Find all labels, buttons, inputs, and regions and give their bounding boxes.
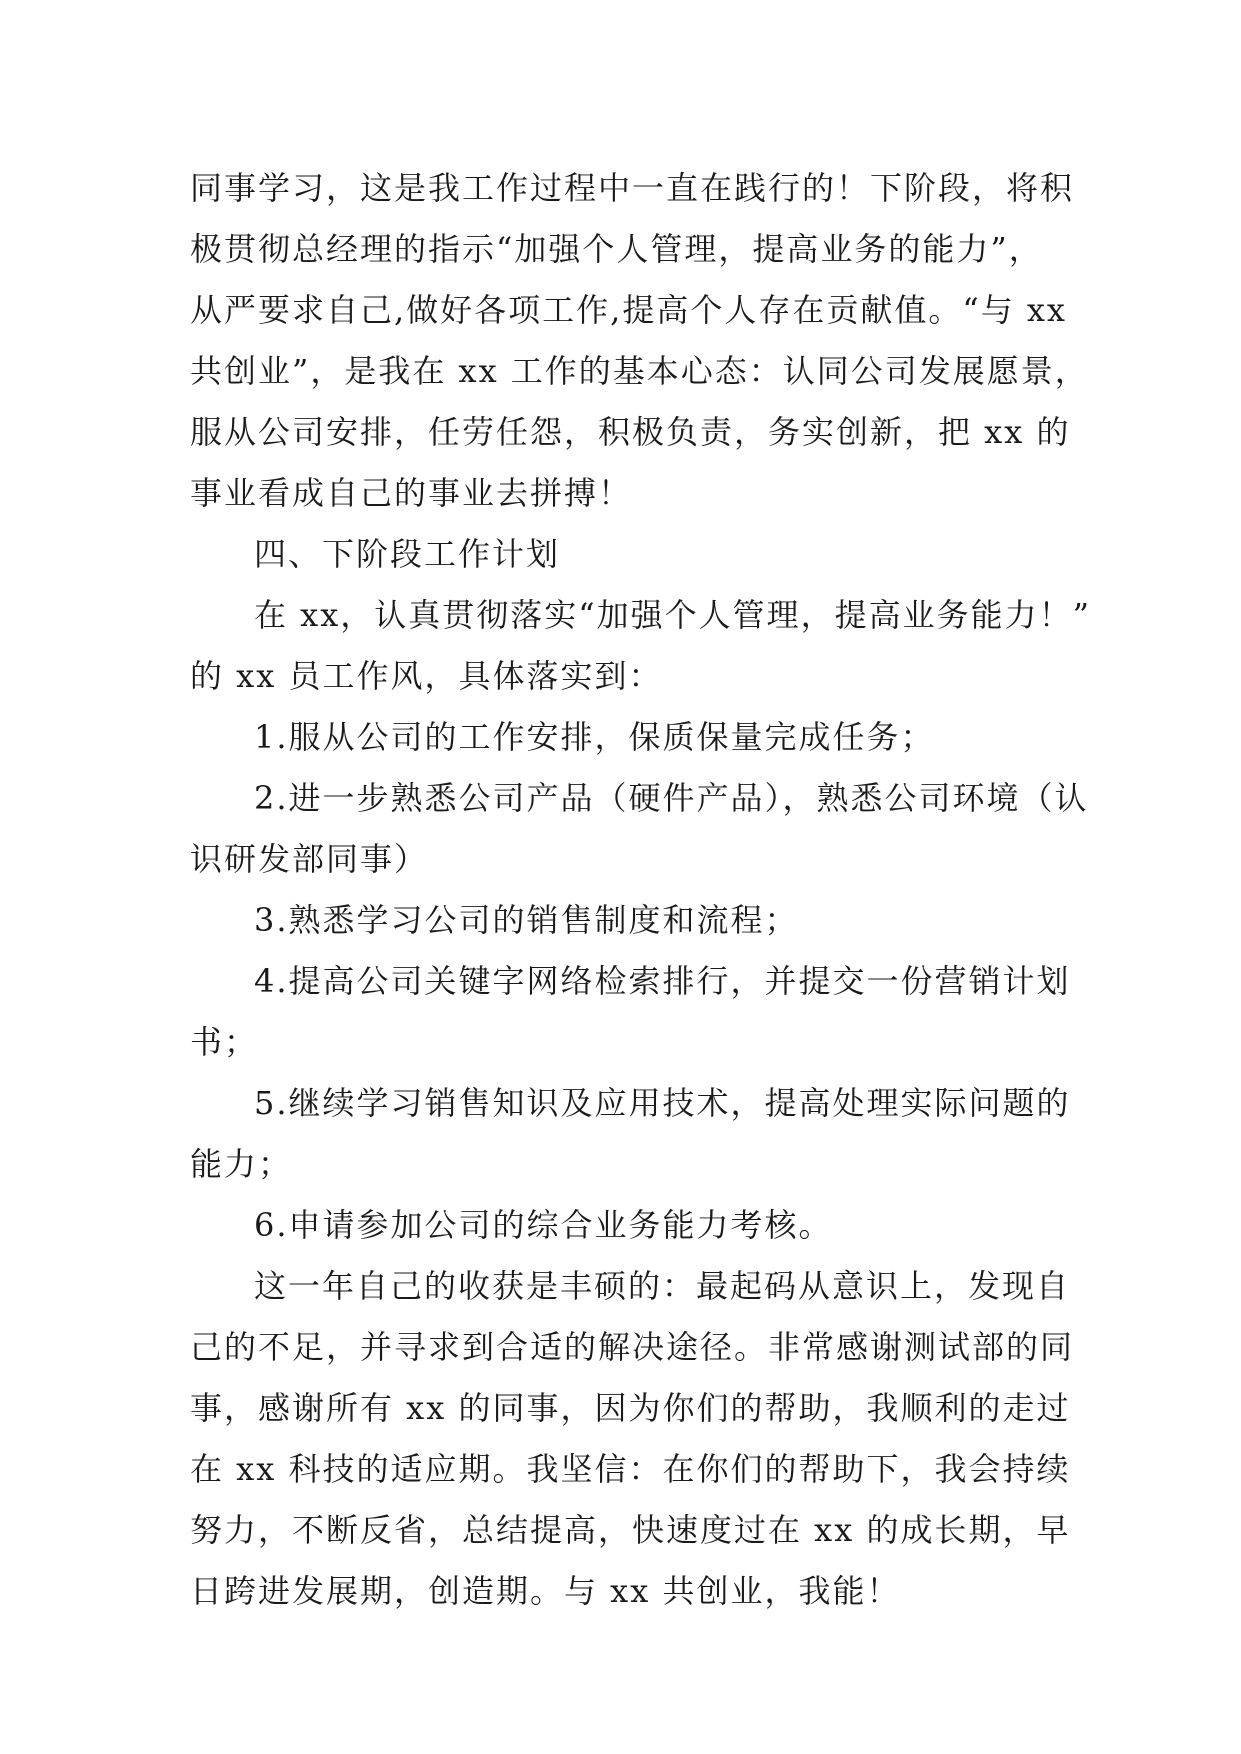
text-line: 能力；: [190, 1145, 293, 1183]
paragraph: [190, 158, 1089, 524]
paragraph: [190, 890, 1055, 951]
document-body: [190, 158, 1091, 1622]
paragraph: [190, 524, 1055, 585]
paragraph: [190, 707, 1055, 768]
text-line: 同事学习，这是我工作过程中一直在践行的！下阶段，将积: [190, 169, 1075, 207]
paragraph: [190, 1256, 1075, 1622]
text-line: 3.熟悉学习公司的销售制度和流程；: [254, 901, 799, 939]
text-line: 2.进一步熟悉公司产品（硬件产品），熟悉公司环境（认: [254, 779, 1089, 817]
text-line: 这一年自己的收获是丰硕的：最起码从意识上，发现自: [254, 1267, 1071, 1305]
text-line: 6.申请参加公司的综合业务能力考核。: [254, 1206, 833, 1244]
text-line: 识研发部同事）: [190, 840, 429, 878]
text-line: 极贯彻总经理的指示“加强个人管理，提高业务的能力”，: [190, 230, 1043, 268]
paragraph: [190, 585, 1091, 707]
text-line: 在 xx，认真贯彻落实“加强个人管理，提高业务能力！”: [254, 596, 1091, 634]
paragraph: [190, 1195, 1055, 1256]
text-line: 5.继续学习销售知识及应用技术，提高处理实际问题的: [254, 1084, 1071, 1122]
text-line: 共创业”，是我在 xx 工作的基本心态：认同公司发展愿景，: [190, 352, 1089, 390]
text-line: 努力，不断反省，总结提高，快速度过在 xx 的成长期，早: [190, 1511, 1071, 1549]
text-line: 的 xx 员工作风，具体落实到：: [190, 657, 663, 695]
text-line: 事业看成自己的事业去拼搏！: [190, 474, 633, 512]
text-line: 日跨进发展期，创造期。与 xx 共创业，我能！: [190, 1572, 901, 1610]
paragraph: [190, 951, 1071, 1073]
text-line: 在 xx 科技的适应期。我坚信：在你们的帮助下，我会持续: [190, 1450, 1071, 1488]
text-line: 己的不足，并寻求到合适的解决途径。非常感谢测试部的同: [190, 1328, 1075, 1366]
paragraph: [190, 1073, 1071, 1195]
text-line: 1.服从公司的工作安排，保质保量完成任务；: [254, 718, 935, 756]
text-line: 从严要求自己,做好各项工作,提高个人存在贡献值。“与 xx: [190, 291, 1067, 329]
text-line: 四、下阶段工作计划: [254, 535, 561, 573]
text-line: 4.提高公司关键字网络检索排行，并提交一份营销计划: [254, 962, 1071, 1000]
paragraph: [190, 768, 1089, 890]
text-line: 书；: [190, 1023, 259, 1061]
text-line: 事，感谢所有 xx 的同事，因为你们的帮助，我顺利的走过: [190, 1389, 1071, 1427]
text-line: 服从公司安排，任劳任怨，积极负责，务实创新，把 xx 的: [190, 413, 1071, 451]
